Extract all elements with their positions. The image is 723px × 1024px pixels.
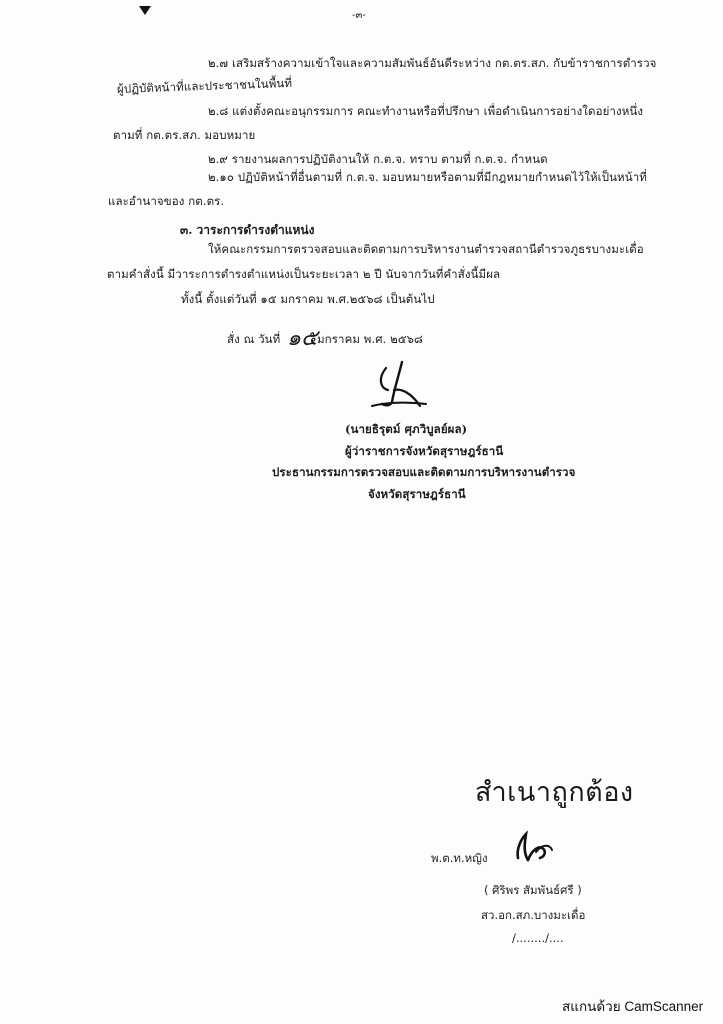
certified-date-blank: /......../.... — [512, 931, 564, 945]
item-2-8-line1: ๒.๘ แต่งตั้งคณะอนุกรรมการ คณะทำงานหรือที่ปรึกษา เพื่อดำเนินการอย่างใดอย่างหนึ่ง — [208, 104, 644, 118]
item-2-9-line1: ๒.๙ รายงานผลการปฏิบัติงานให้ ก.ต.จ. ทราบ ตามที่ ก.ต.จ. กำหนด — [208, 152, 548, 166]
certified-copy-title: สำเนาถูกต้อง — [475, 777, 634, 808]
signatory-title-3: จังหวัดสุราษฎร์ธานี — [368, 487, 466, 501]
section-3-heading: ๓. วาระการดำรงตำแหน่ง — [180, 223, 315, 237]
scroll-marker-icon — [139, 6, 151, 15]
section-3-line2: ตามคำสั่งนี้ มีวาระการดำรงตำแหน่งเป็นระยะเวลา ๒ ปี นับจากวันที่คำสั่งนี้มีผล — [107, 267, 501, 281]
section-3-line1: ให้คณะกรรมการตรวจสอบและติดตามการบริหารงานตำรวจสถานีตำรวจภูธรบางมะเดื่อ — [208, 242, 644, 256]
signatory-title-1: ผู้ว่าราชการจังหวัดสุราษฎร์ธานี — [345, 444, 504, 458]
ordered-suffix: มกราคม พ.ศ. ๒๕๖๘ — [317, 332, 424, 346]
certifier-name: ( ศิริพร สัมพันธ์ศรี ) — [484, 883, 582, 897]
ordered-day-handwritten: ๑๕ — [287, 326, 318, 351]
item-2-7-line2: ผู้ปฏิบัติหน้าที่และประชาชนในพื้นที่ — [116, 75, 293, 96]
signatory-title-2: ประธานกรรมการตรวจสอบและติดตามการบริหารงานตำรวจ — [272, 465, 576, 479]
item-2-10-line1: ๒.๑๐ ปฏิบัติหน้าที่อื่นตามที่ ก.ต.จ. มอบหมายหรือตามที่มีกฎหมายกำหนดไว้ให้เป็นหน้าที่ — [208, 170, 647, 184]
certifier-signature — [512, 828, 554, 868]
governor-signature — [368, 360, 428, 412]
camscanner-watermark: สแกนด้วย CamScanner — [562, 999, 704, 1014]
item-2-7-line1: ๒.๗ เสริมสร้างความเข้าใจและความสัมพันธ์อันดีระหว่าง กต.ตร.สภ. กับข้าราชการตำรวจ — [208, 56, 657, 70]
item-2-10-line2: และอำนาจของ กต.ตร. — [108, 194, 225, 208]
certifier-position: สว.อก.สภ.บางมะเดื่อ — [481, 908, 586, 922]
signatory-name: (นายธิรุตม์ ศุภวิบูลย์ผล) — [345, 422, 468, 436]
ordered-prefix: สั่ง ณ วันที่ — [227, 332, 281, 346]
certifier-rank: พ.ต.ท.หญิง — [431, 851, 488, 865]
item-2-8-line2: ตามที่ กต.ตร.สภ. มอบหมาย — [113, 128, 256, 142]
effective-date: ทั้งนี้ ตั้งแต่วันที่ ๑๕ มกราคม พ.ศ.๒๕๖๘ เป็นต้นไป — [181, 292, 435, 306]
page-number: -๓- — [352, 10, 366, 21]
